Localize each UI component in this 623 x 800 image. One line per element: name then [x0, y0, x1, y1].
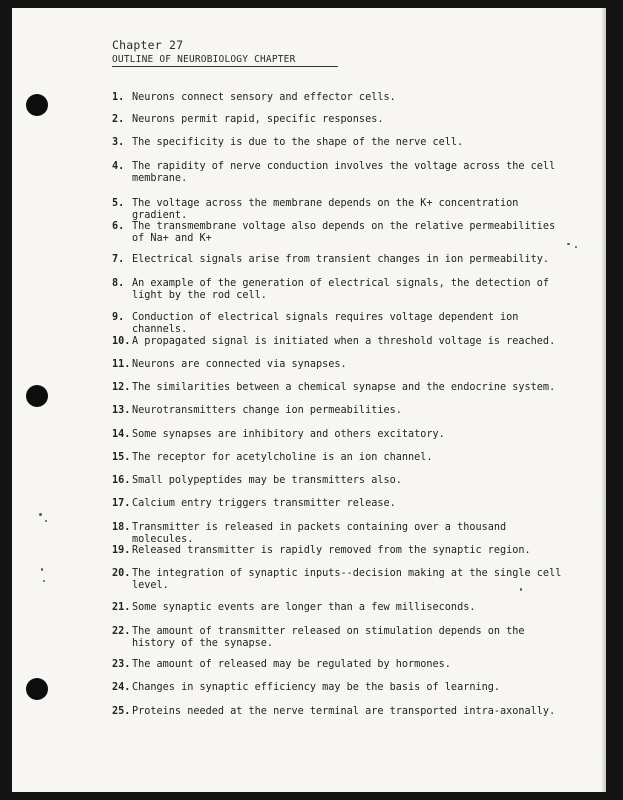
item-text: An example of the generation of electrical signals, the detection of light by the rod cell. [132, 278, 550, 301]
paper-speck [41, 568, 43, 571]
item-text: Calcium entry triggers transmitter release. [132, 498, 396, 509]
item-number: 1. [112, 92, 125, 103]
item-number: 21. [112, 602, 131, 613]
item-number: 24. [112, 682, 131, 693]
item-number: 17. [112, 498, 131, 509]
paper-speck [39, 513, 42, 516]
item-text: Neurons connect sensory and effector cells. [132, 92, 396, 103]
item-number: 6. [112, 221, 125, 232]
chapter-heading: Chapter 27 [112, 38, 184, 52]
item-number: 20. [112, 568, 131, 579]
document-page [12, 8, 606, 792]
item-text: Changes in synaptic efficiency may be the basis of learning. [132, 682, 501, 693]
item-text: Electrical signals arise from transient changes in ion permeability. [132, 254, 550, 265]
item-text: The rapidity of nerve conduction involves the voltage across the cell membrane. [132, 161, 556, 184]
item-number: 25. [112, 706, 131, 717]
punch-hole-middle [26, 385, 48, 407]
item-text: The integration of synaptic inputs--decision making at the single cell level. [132, 568, 562, 591]
item-text: The similarities between a chemical synapse and the endocrine system. [132, 382, 556, 393]
item-number: 11. [112, 359, 131, 370]
item-text: Neurons permit rapid, specific responses. [132, 114, 384, 125]
item-text: Transmitter is released in packets containing over a thousand molecules. [132, 522, 507, 545]
item-number: 5. [112, 198, 125, 209]
item-number: 14. [112, 429, 131, 440]
punch-hole-bottom [26, 678, 48, 700]
item-text: Some synaptic events are longer than a few milliseconds. [132, 602, 476, 613]
item-number: 18. [112, 522, 131, 533]
item-text: Proteins needed at the nerve terminal are transported intra-axonally. [132, 706, 556, 717]
item-text: Some synapses are inhibitory and others excitatory. [132, 429, 445, 440]
item-text: Small polypeptides may be transmitters also. [132, 475, 402, 486]
paper-speck [567, 243, 570, 245]
item-text: Neurotransmitters change ion permeabilities. [132, 405, 402, 416]
item-text: Released transmitter is rapidly removed from the synaptic region. [132, 545, 531, 556]
item-number: 9. [112, 312, 125, 323]
item-number: 23. [112, 659, 131, 670]
paper-speck [520, 588, 522, 591]
item-number: 8. [112, 278, 125, 289]
item-number: 3. [112, 137, 125, 148]
item-text: The receptor for acetylcholine is an ion channel. [132, 452, 433, 463]
item-number: 16. [112, 475, 131, 486]
item-text: The voltage across the membrane depends on the K+ concentration gradient. [132, 198, 519, 221]
item-text: The amount of transmitter released on stimulation depends on the history of the synapse. [132, 626, 525, 649]
paper-speck [43, 580, 45, 582]
item-text: Neurons are connected via synapses. [132, 359, 347, 370]
item-text: The specificity is due to the shape of the nerve cell. [132, 137, 464, 148]
outline-title: OUTLINE OF NEUROBIOLOGY CHAPTER [112, 54, 338, 67]
item-number: 4. [112, 161, 125, 172]
item-number: 7. [112, 254, 125, 265]
page-edge [602, 8, 606, 792]
item-text: A propagated signal is initiated when a threshold voltage is reached. [132, 336, 556, 347]
item-text: The transmembrane voltage also depends on the relative permeabilities of Na+ and K+ [132, 221, 556, 244]
item-text: Conduction of electrical signals requires voltage dependent ion channels. [132, 312, 519, 335]
item-number: 12. [112, 382, 131, 393]
item-number: 22. [112, 626, 131, 637]
item-number: 13. [112, 405, 131, 416]
item-number: 15. [112, 452, 131, 463]
punch-hole-top [26, 94, 48, 116]
item-text: The amount of released may be regulated by hormones. [132, 659, 451, 670]
paper-speck [45, 520, 47, 522]
paper-speck [575, 246, 577, 248]
item-number: 10. [112, 336, 131, 347]
item-number: 19. [112, 545, 131, 556]
item-number: 2. [112, 114, 125, 125]
